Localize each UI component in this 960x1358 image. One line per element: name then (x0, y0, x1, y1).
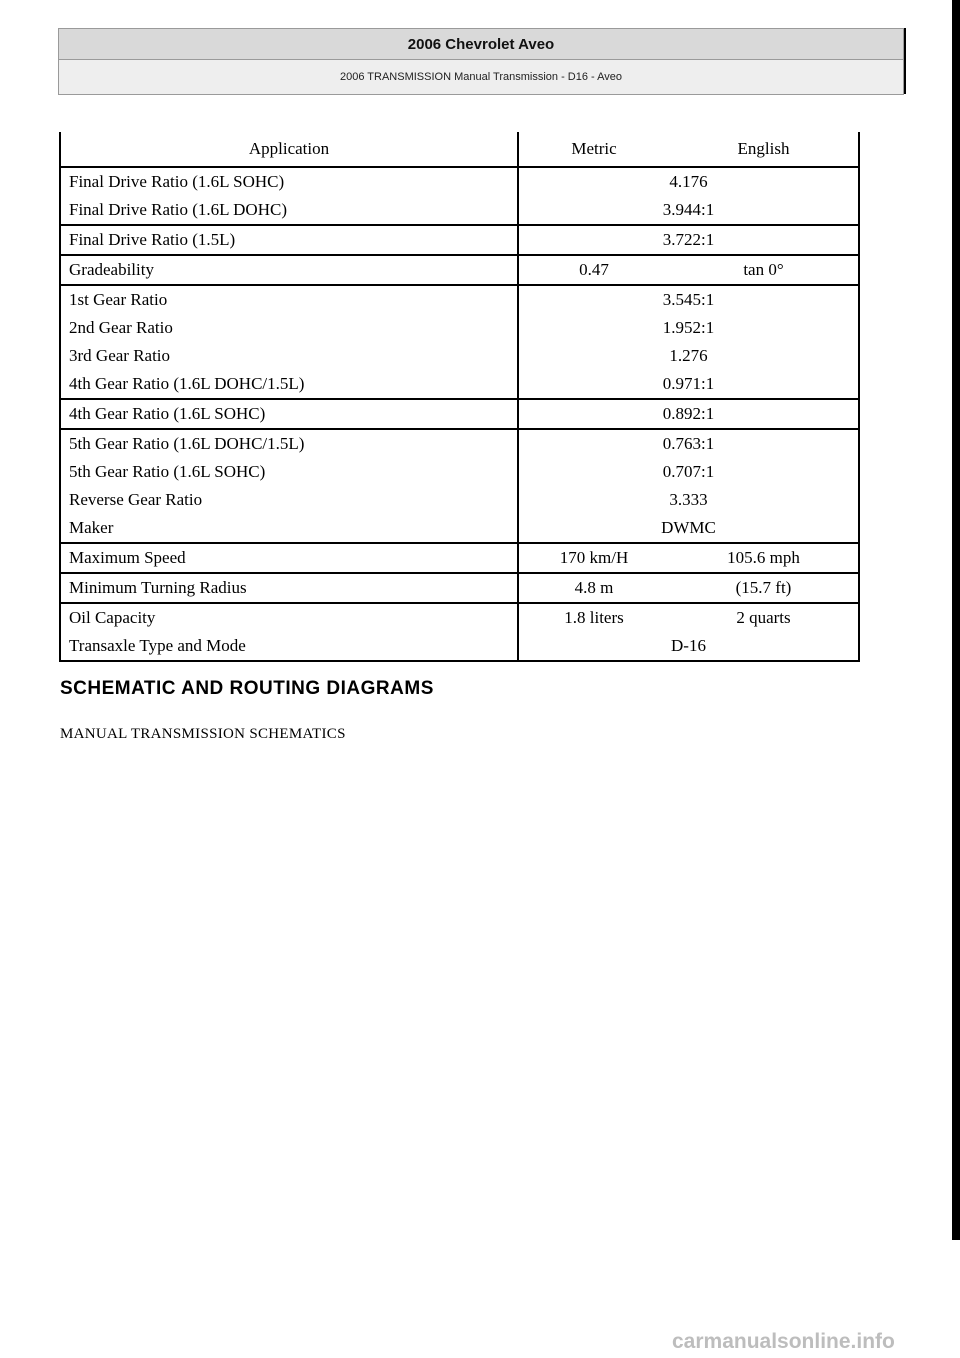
cell-value: 3.333 (518, 486, 859, 514)
cell-application: 5th Gear Ratio (1.6L DOHC/1.5L) (60, 429, 518, 458)
cell-application: 1st Gear Ratio (60, 285, 518, 314)
section-subtitle: MANUAL TRANSMISSION SCHEMATICS (60, 726, 346, 742)
table-header-row (60, 132, 859, 167)
watermark-footer: carmanualsonline.info (672, 1330, 895, 1353)
cell-value: D-16 (518, 632, 859, 661)
header-application: Application (60, 132, 518, 167)
table-row (60, 342, 859, 370)
cell-metric: 0.47 (518, 255, 669, 285)
table-row (60, 196, 859, 225)
cell-value: 3.722:1 (518, 225, 859, 255)
cell-english: 2 quarts (669, 603, 859, 632)
cell-application: Gradeability (60, 255, 518, 285)
cell-value: 0.707:1 (518, 458, 859, 486)
cell-application: Reverse Gear Ratio (60, 486, 518, 514)
cell-application: Oil Capacity (60, 603, 518, 632)
table-row (60, 603, 859, 632)
cell-application: 2nd Gear Ratio (60, 314, 518, 342)
cell-application: Minimum Turning Radius (60, 573, 518, 603)
table-row (60, 543, 859, 573)
header-subtitle: 2006 TRANSMISSION Manual Transmission - D16 - Aveo (58, 59, 904, 95)
table-row (60, 458, 859, 486)
cell-metric: 4.8 m (518, 573, 669, 603)
table-body (60, 167, 859, 661)
cell-application: Final Drive Ratio (1.6L DOHC) (60, 196, 518, 225)
table-row (60, 225, 859, 255)
table-row (60, 429, 859, 458)
cell-application: 4th Gear Ratio (1.6L SOHC) (60, 399, 518, 429)
cell-value: 0.892:1 (518, 399, 859, 429)
cell-value: 0.763:1 (518, 429, 859, 458)
section-title: SCHEMATIC AND ROUTING DIAGRAMS (60, 678, 434, 699)
table-row (60, 314, 859, 342)
table-row (60, 167, 859, 196)
specifications-table (59, 132, 860, 662)
cell-application: Transaxle Type and Mode (60, 632, 518, 661)
cell-value: 4.176 (518, 167, 859, 196)
cell-application: 3rd Gear Ratio (60, 342, 518, 370)
document-header (58, 28, 904, 95)
table-row (60, 486, 859, 514)
header-metric: Metric (571, 139, 617, 158)
cell-value: DWMC (518, 514, 859, 543)
cell-application: 5th Gear Ratio (1.6L SOHC) (60, 458, 518, 486)
cell-value: 3.944:1 (518, 196, 859, 225)
table-row (60, 573, 859, 603)
cell-application: 4th Gear Ratio (1.6L DOHC/1.5L) (60, 370, 518, 399)
header-title: 2006 Chevrolet Aveo (58, 28, 904, 59)
cell-application: Final Drive Ratio (1.6L SOHC) (60, 167, 518, 196)
cell-metric: 1.8 liters (518, 603, 669, 632)
cell-application: Maximum Speed (60, 543, 518, 573)
right-page-border (952, 0, 960, 1240)
cell-metric: 170 km/H (518, 543, 669, 573)
cell-english: 105.6 mph (669, 543, 859, 573)
table-row (60, 370, 859, 399)
cell-value: 3.545:1 (518, 285, 859, 314)
table-row (60, 399, 859, 429)
table-row (60, 632, 859, 661)
cell-value: 1.276 (518, 342, 859, 370)
table-row (60, 285, 859, 314)
table-row (60, 255, 859, 285)
cell-application: Final Drive Ratio (1.5L) (60, 225, 518, 255)
header-english: English (669, 132, 859, 167)
table-row (60, 514, 859, 543)
cell-application: Maker (60, 514, 518, 543)
cell-english: (15.7 ft) (669, 573, 859, 603)
cell-value: 0.971:1 (518, 370, 859, 399)
cell-value: 1.952:1 (518, 314, 859, 342)
cell-english: tan 0° (669, 255, 859, 285)
